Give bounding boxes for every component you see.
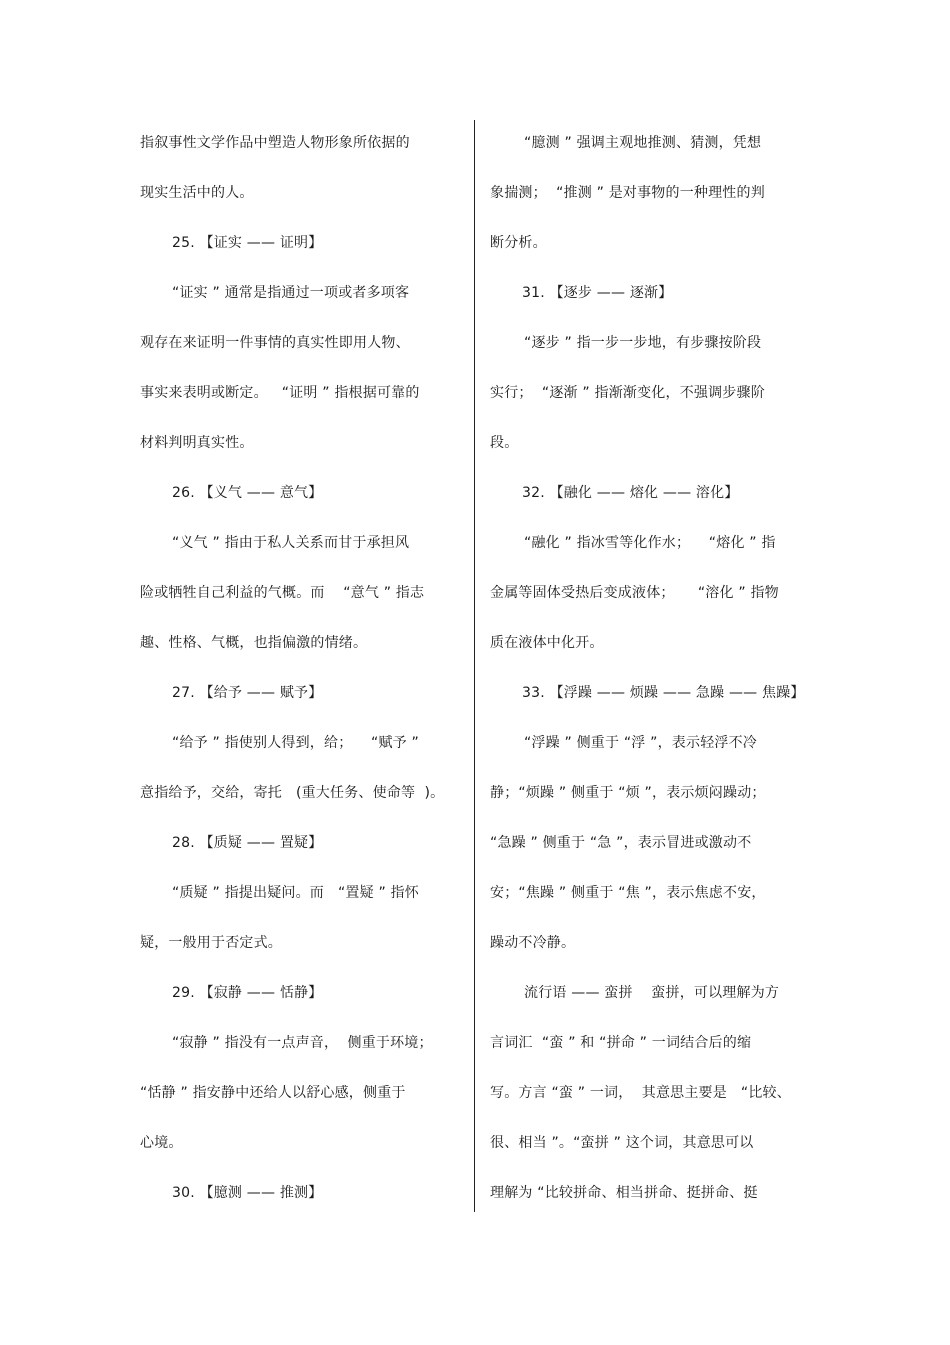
entry-heading: 31. 【逐步 —— 逐渐】	[522, 285, 673, 301]
text-line: “质疑 ” 指提出疑问。而 “置疑 ” 指怀	[172, 885, 419, 901]
entry-heading: 26. 【义气 —— 意气】	[172, 485, 323, 501]
text-line: 金属等固体受热后变成液体； “溶化 ” 指物	[490, 585, 779, 601]
entry-heading: 28. 【质疑 —— 置疑】	[172, 835, 323, 851]
entry-heading: 33. 【浮躁 —— 烦躁 —— 急躁 —— 焦躁】	[522, 685, 805, 701]
column-divider	[474, 120, 475, 1212]
entry-heading: 32. 【融化 —— 熔化 —— 溶化】	[522, 485, 739, 501]
text-line: 现实生活中的人。	[140, 185, 254, 201]
text-line: 疑，一般用于否定式。	[140, 935, 282, 951]
text-line: 断分析。	[490, 235, 547, 251]
text-line: 指叙事性文学作品中塑造人物形象所依据的	[140, 135, 410, 151]
text-line: “浮躁 ” 侧重于 “浮 ”，表示轻浮不冷	[524, 735, 758, 751]
text-line: “急躁 ” 侧重于 “急 ”，表示冒进或激动不	[490, 835, 752, 851]
text-line: 意指给予，交给，寄托 (重大任务、使命等 )。	[140, 785, 445, 801]
text-line: 写。方言 “蛮 ” 一词， 其意思主要是 “比较、	[490, 1085, 791, 1101]
text-line: “融化 ” 指冰雪等化作水； “熔化 ” 指	[524, 535, 776, 551]
text-line: “逐步 ” 指一步一步地，有步骤按阶段	[524, 335, 762, 351]
text-line: “给予 ” 指使别人得到，给； “赋予 ”	[172, 735, 419, 751]
entry-heading: 27. 【给予 —— 赋予】	[172, 685, 323, 701]
text-line: “寂静 ” 指没有一点声音， 侧重于环境；	[172, 1035, 433, 1051]
text-line: 趣、性格、气概，也指偏激的情绪。	[140, 635, 368, 651]
text-line: 躁动不冷静。	[490, 935, 576, 951]
text-line: 流行语 —— 蛮拼 蛮拼，可以理解为方	[524, 985, 780, 1001]
text-line: 言词汇 “蛮 ” 和 “拼命 ” 一词结合后的缩	[490, 1035, 752, 1051]
text-line: 安；“焦躁 ” 侧重于 “焦 ”，表示焦虑不安，	[490, 885, 766, 901]
text-line: 理解为 “比较拼命、相当拼命、挺拼命、挺	[490, 1185, 758, 1201]
text-line: “义气 ” 指由于私人关系而甘于承担风	[172, 535, 410, 551]
text-line: “恬静 ” 指安静中还给人以舒心感，侧重于	[140, 1085, 406, 1101]
entry-heading: 29. 【寂静 —— 恬静】	[172, 985, 323, 1001]
text-line: 险或牺牲自己利益的气概。而 “意气 ” 指志	[140, 585, 425, 601]
text-line: 观存在来证明一件事情的真实性即用人物、	[140, 335, 410, 351]
text-line: “证实 ” 通常是指通过一项或者多项客	[172, 285, 410, 301]
text-line: 质在液体中化开。	[490, 635, 604, 651]
entry-heading: 25. 【证实 —— 证明】	[172, 235, 323, 251]
entry-heading: 30. 【臆测 —— 推测】	[172, 1185, 323, 1201]
text-line: 事实来表明或断定。 “证明 ” 指根据可靠的	[140, 385, 420, 401]
text-line: 很、相当 ”。“蛮拼 ” 这个词，其意思可以	[490, 1135, 754, 1151]
text-line: 段。	[490, 435, 519, 451]
text-line: 心境。	[140, 1135, 183, 1151]
text-line: 静；“烦躁 ” 侧重于 “烦 ”，表示烦闷躁动；	[490, 785, 766, 801]
text-line: 材料判明真实性。	[140, 435, 254, 451]
text-line: 象揣测； “推测 ” 是对事物的一种理性的判	[490, 185, 765, 201]
text-line: 实行； “逐渐 ” 指渐渐变化，不强调步骤阶	[490, 385, 765, 401]
text-line: “臆测 ” 强调主观地推测、猜测，凭想	[524, 135, 762, 151]
